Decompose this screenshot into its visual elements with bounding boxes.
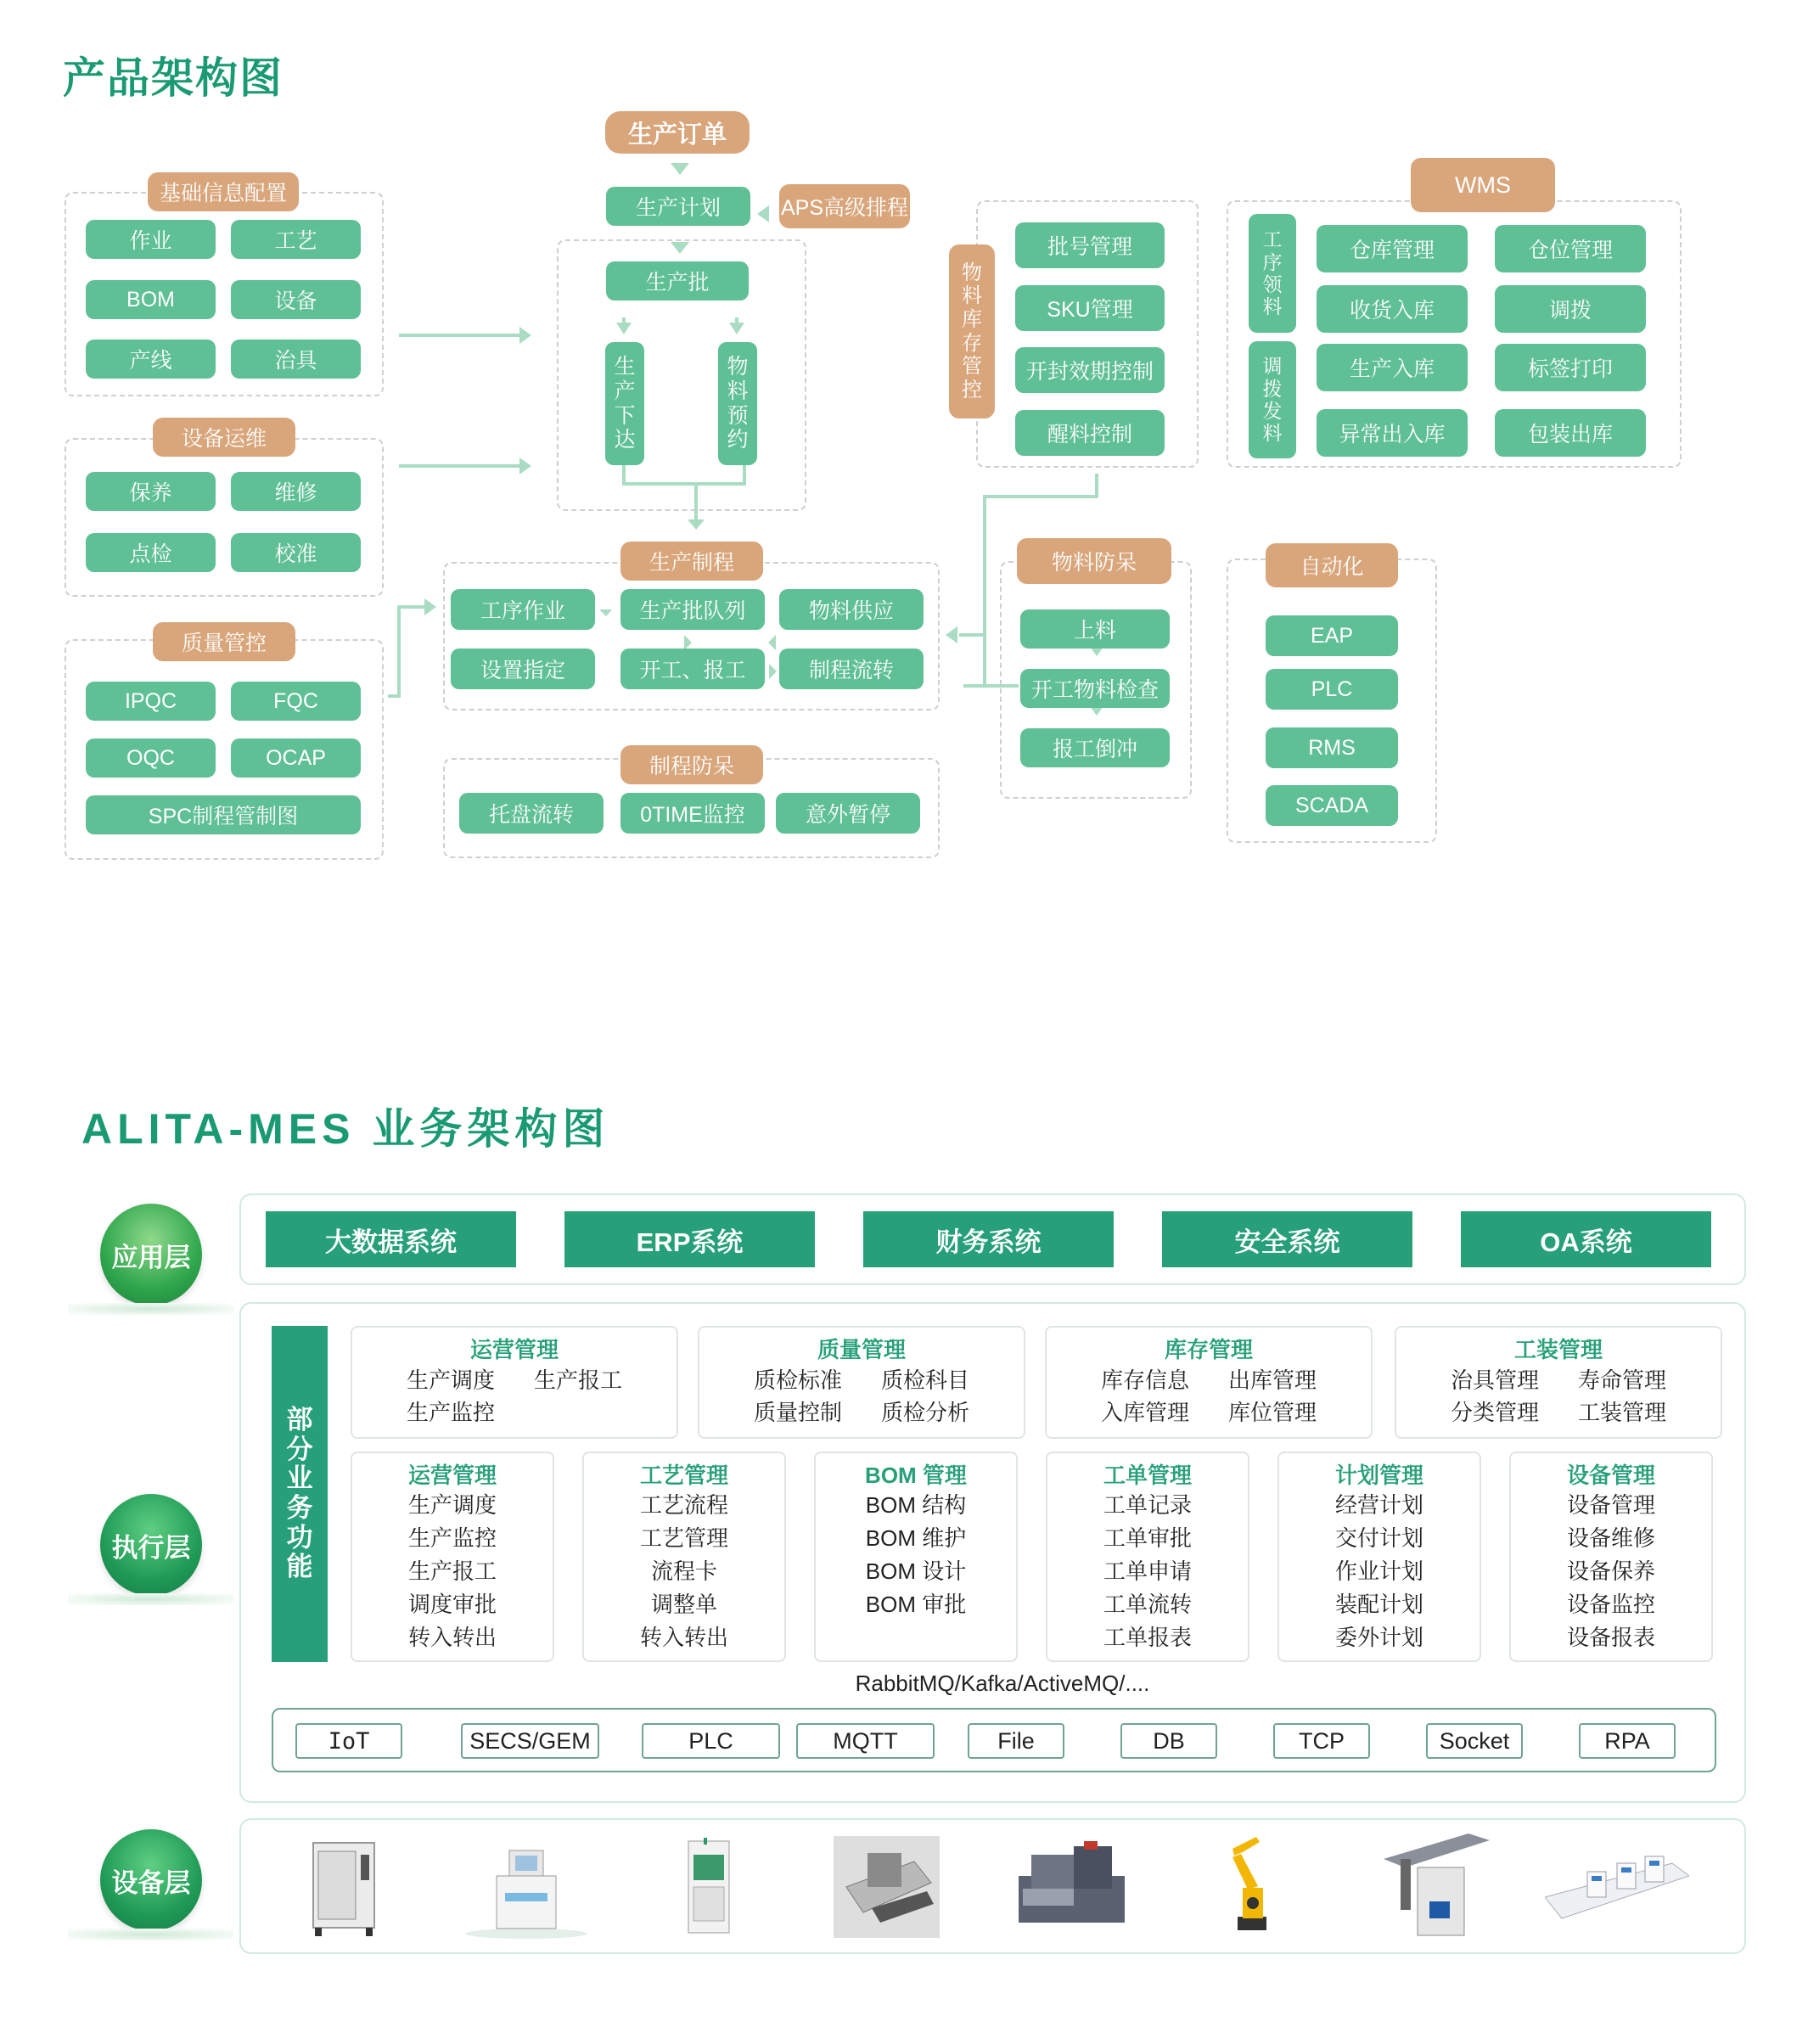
card-title: 库存管理	[1164, 1337, 1253, 1362]
wms-item[interactable]: 仓位管理	[1495, 225, 1646, 272]
card-item: 治具管理	[1451, 1367, 1540, 1393]
card-item: 设备管理	[1566, 1492, 1655, 1518]
production-issue[interactable]: 生 产 下 达	[605, 342, 644, 465]
card-item: 转入转出	[407, 1625, 497, 1650]
card-item: 生产监控	[407, 1525, 497, 1551]
protocol-item[interactable]: TCP	[1273, 1723, 1370, 1759]
basic-item[interactable]: 设备	[231, 280, 361, 319]
card-item: 经营计划	[1334, 1492, 1423, 1518]
card-item: 设备监控	[1566, 1592, 1655, 1617]
card-title: 计划管理	[1334, 1463, 1423, 1488]
card-item: 调度审批	[407, 1592, 497, 1617]
card-item: 生产报工	[407, 1558, 497, 1584]
bottom-card	[1509, 1452, 1713, 1662]
layer-device-base	[68, 1929, 233, 1940]
card-item: 设备保养	[1566, 1558, 1655, 1584]
app-system[interactable]: OA系统	[1461, 1211, 1711, 1267]
quality-item[interactable]: IPQC	[86, 682, 216, 721]
automation-title: 自动化	[1266, 543, 1398, 587]
top-card	[698, 1326, 1025, 1439]
maintenance-group	[65, 438, 384, 597]
card-item: BOM 审批	[865, 1592, 967, 1617]
product-architecture-title: 产品架构图	[63, 54, 284, 102]
material-fp-item[interactable]: 开工物料检查	[1020, 669, 1170, 708]
card-item: 工装管理	[1578, 1400, 1667, 1425]
protocol-item[interactable]: IoT	[295, 1723, 402, 1759]
wms-item[interactable]: 标签打印	[1495, 344, 1646, 391]
card-title: 运营管理	[407, 1463, 497, 1488]
protocol-item[interactable]: Socket	[1426, 1723, 1523, 1759]
production-plan[interactable]: 生产计划	[606, 187, 750, 226]
material-fp-item[interactable]: 报工倒冲	[1020, 728, 1170, 767]
process-item[interactable]: 开工、报工	[620, 649, 765, 689]
card-item: 转入转出	[639, 1625, 728, 1650]
app-system[interactable]: 安全系统	[1162, 1211, 1412, 1267]
process-item[interactable]: 工序作业	[451, 589, 595, 630]
layer-app-badge: 应用层	[100, 1204, 202, 1306]
basic-config-title: 基础信息配置	[148, 172, 299, 211]
quality-item[interactable]: SPC制程管制图	[86, 795, 361, 834]
quality-item[interactable]: FQC	[231, 682, 361, 721]
bottom-card	[814, 1452, 1018, 1662]
card-item: 质检科目	[881, 1367, 970, 1393]
production-order-title: 生产订单	[605, 111, 750, 154]
process-fp-item[interactable]: 托盘流转	[459, 793, 604, 834]
card-title: 运营管理	[469, 1337, 559, 1362]
app-system[interactable]: 大数据系统	[266, 1211, 516, 1267]
maint-item[interactable]: 保养	[86, 472, 216, 511]
card-title: 设备管理	[1566, 1463, 1655, 1488]
card-item: 设备报表	[1566, 1625, 1655, 1650]
material-reserve[interactable]: 物 料 预 约	[718, 342, 757, 465]
card-title: 质量管理	[817, 1337, 906, 1362]
card-item: 分类管理	[1451, 1400, 1540, 1425]
card-item: 装配计划	[1334, 1592, 1423, 1617]
card-item: 生产调度	[407, 1367, 496, 1393]
card-title: 工艺管理	[639, 1463, 728, 1488]
wms-item[interactable]: 调拨	[1495, 285, 1646, 333]
inventory-item[interactable]: 批号管理	[1015, 222, 1165, 268]
top-card	[351, 1326, 678, 1439]
card-title: 工装管理	[1513, 1337, 1603, 1362]
card-item: 质量控制	[754, 1400, 843, 1425]
bottom-card	[1046, 1452, 1249, 1662]
protocol-item[interactable]: PLC	[642, 1723, 780, 1759]
card-item: 生产监控	[407, 1400, 496, 1425]
basic-item[interactable]: BOM	[86, 280, 216, 319]
quality-item[interactable]: OQC	[86, 738, 216, 778]
card-item: 质检分析	[881, 1400, 970, 1425]
process-item[interactable]: 制程流转	[779, 649, 924, 689]
process-item[interactable]: 生产批队列	[620, 589, 765, 630]
wms-item[interactable]: 包装出库	[1495, 409, 1646, 457]
inventory-item[interactable]: SKU管理	[1015, 285, 1165, 331]
card-item: 工单流转	[1103, 1592, 1192, 1617]
cnc-machine-image	[1014, 1838, 1129, 1931]
process-fp-item[interactable]: 0TIME监控	[620, 793, 765, 834]
protocol-item[interactable]: File	[968, 1723, 1064, 1759]
card-item: 委外计划	[1334, 1625, 1423, 1650]
inventory-item[interactable]: 开封效期控制	[1015, 347, 1165, 393]
top-card	[1395, 1326, 1722, 1439]
card-item: 生产报工	[534, 1367, 623, 1393]
wms-item[interactable]: 异常出入库	[1317, 409, 1468, 457]
card-item: 交付计划	[1334, 1525, 1423, 1551]
card-item: 流程卡	[650, 1558, 717, 1584]
card-item: 寿命管理	[1578, 1367, 1667, 1393]
card-item: 工单审批	[1103, 1525, 1192, 1551]
bottom-card	[582, 1452, 786, 1662]
wms-left-item[interactable]: 调 拨 发 料	[1249, 341, 1296, 458]
bottom-card	[351, 1452, 554, 1662]
quality-title: 质量管控	[153, 622, 295, 661]
basic-item[interactable]: 治具	[231, 340, 361, 379]
card-item: 库位管理	[1228, 1400, 1317, 1425]
process-item[interactable]: 物料供应	[779, 589, 924, 630]
card-item: 工单报表	[1103, 1625, 1192, 1650]
process-title: 生产制程	[620, 542, 763, 581]
test-station-image	[463, 1842, 590, 1940]
automation-item[interactable]: EAP	[1266, 615, 1398, 656]
wms-title: WMS	[1411, 158, 1555, 212]
production-line-image	[1545, 1846, 1689, 1931]
app-system[interactable]: 财务系统	[863, 1211, 1114, 1267]
wms-item[interactable]: 收货入库	[1317, 285, 1468, 333]
protocol-item[interactable]: MQTT	[796, 1723, 935, 1759]
maintenance-title: 设备运维	[153, 418, 295, 457]
maint-item[interactable]: 维修	[231, 472, 361, 511]
card-item: BOM 结构	[865, 1492, 967, 1518]
material-foolproof-title: 物料防呆	[1017, 538, 1171, 584]
layer-exec-base	[68, 1593, 233, 1605]
inventory-item[interactable]: 醒料控制	[1015, 410, 1165, 456]
wms-left-item[interactable]: 工 序 领 料	[1249, 214, 1296, 333]
dispensing-machine-image	[834, 1836, 940, 1938]
card-item: 生产调度	[407, 1492, 497, 1518]
card-item: 调整单	[650, 1592, 717, 1617]
card-title: BOM 管理	[865, 1463, 967, 1488]
process-foolproof-title: 制程防呆	[620, 745, 763, 784]
maint-item[interactable]: 校准	[231, 533, 361, 572]
protocol-item[interactable]: RPA	[1579, 1723, 1676, 1759]
card-item: BOM 设计	[865, 1558, 967, 1584]
protocol-item[interactable]: SECS/GEM	[461, 1723, 599, 1759]
layer-exec-badge: 执行层	[100, 1494, 202, 1596]
business-architecture-title: ALITA-MES 业务架构图	[81, 1105, 610, 1153]
card-item: 质检标准	[754, 1367, 843, 1393]
gantry-system-image	[1384, 1833, 1490, 1940]
basic-item[interactable]: 产线	[86, 340, 216, 379]
card-item: 入库管理	[1101, 1400, 1190, 1425]
basic-item[interactable]: 工艺	[231, 220, 361, 259]
card-item: 工艺流程	[639, 1492, 728, 1518]
basic-item[interactable]: 作业	[86, 220, 216, 259]
oven-chamber-image	[310, 1838, 378, 1940]
layer-app-base	[68, 1303, 233, 1315]
aps-scheduling[interactable]: APS高级排程	[779, 184, 910, 228]
wms-item[interactable]: 生产入库	[1317, 344, 1468, 391]
card-item: 工单申请	[1103, 1558, 1192, 1584]
automation-item[interactable]: SCADA	[1266, 785, 1398, 826]
protocol-item[interactable]: DB	[1120, 1723, 1217, 1759]
card-item: 出库管理	[1228, 1367, 1317, 1393]
industrial-robot-image	[1222, 1835, 1282, 1935]
card-item: 工单记录	[1103, 1492, 1192, 1518]
card-item: BOM 维护	[865, 1525, 967, 1551]
card-item: 作业计划	[1334, 1558, 1423, 1584]
card-item: 库存信息	[1101, 1367, 1190, 1393]
wms-item[interactable]: 仓库管理	[1317, 225, 1468, 272]
process-fp-item[interactable]: 意外暂停	[776, 793, 920, 834]
bottom-card	[1277, 1452, 1481, 1662]
app-system[interactable]: ERP系统	[564, 1211, 815, 1267]
message-queue-label: RabbitMQ/Kafka/ActiveMQ/....	[855, 1671, 1150, 1696]
inventory-title: 物 料 库 存 管 控	[949, 244, 995, 418]
maint-item[interactable]: 点检	[86, 533, 216, 572]
material-fp-item[interactable]: 上料	[1020, 609, 1170, 649]
layer-device-badge: 设备层	[100, 1829, 202, 1931]
automation-item[interactable]: PLC	[1266, 669, 1398, 710]
automation-item[interactable]: RMS	[1266, 727, 1398, 768]
inspection-cabinet-image	[683, 1838, 734, 1940]
partial-functions-bar: 部 分 业 务 功 能	[272, 1326, 328, 1662]
process-item[interactable]: 设置指定	[451, 649, 595, 689]
card-item: 工艺管理	[639, 1525, 728, 1551]
card-title: 工单管理	[1103, 1463, 1192, 1488]
quality-item[interactable]: OCAP	[231, 738, 361, 778]
card-item: 设备维修	[1566, 1525, 1655, 1551]
top-card	[1045, 1326, 1373, 1439]
production-batch[interactable]: 生产批	[606, 261, 749, 300]
